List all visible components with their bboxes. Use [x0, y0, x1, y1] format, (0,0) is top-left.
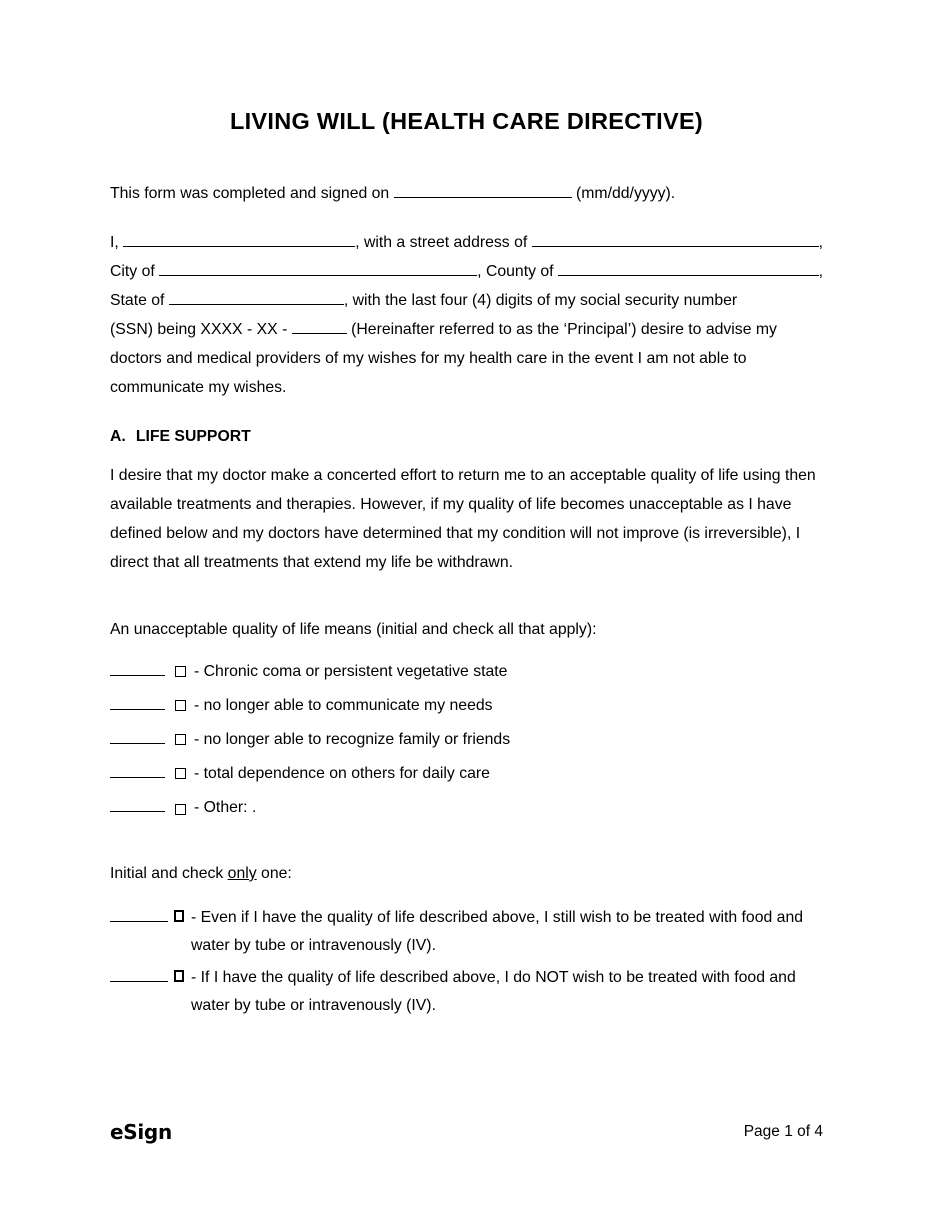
exclusive-item-wish-food-water [110, 904, 823, 960]
checklist-item-recognize-family [110, 730, 823, 750]
initials-field-communicate-needs[interactable] [110, 698, 165, 710]
intro-l2a: City of [110, 263, 160, 280]
intro-continuation [110, 315, 823, 402]
checklist-label: - total dependence on others for daily care [194, 765, 490, 782]
checkbox-other[interactable] [175, 804, 186, 815]
section-a-title: LIFE SUPPORT [135, 428, 251, 445]
quality-of-life-checklist [110, 662, 823, 818]
checklist-item-communicate-needs [110, 696, 823, 716]
checkbox-wish-food-water[interactable] [174, 910, 184, 922]
section-a-letter: A. [110, 428, 126, 445]
intro-l4b: (Hereinafter referred to as the ‘Principal’) desire to advise my doctors and medical providers of my wishes for my health care in the event I am not able to communicate my wishes. [110, 321, 777, 396]
section-a-heading [110, 427, 823, 447]
initial-only-one-instructions [110, 864, 823, 884]
exclusive-item-label: - If I have the quality of life described above, I do NOT wish to be treated with food and water by tube or intravenously (IV). [191, 969, 796, 1014]
initials-field-recognize-family[interactable] [110, 732, 165, 744]
page-number: Page 1 of 4 [743, 1123, 823, 1140]
date-signed-field[interactable] [394, 186, 572, 198]
checklist-instructions: An unacceptable quality of life means (initial and check all that apply): [110, 621, 597, 638]
checklist-label: - no longer able to recognize family or friends [194, 731, 511, 748]
date-completed-line [110, 184, 823, 204]
page-footer [110, 1120, 823, 1144]
checklist-item-chronic-coma [110, 662, 823, 682]
checklist-label: - no longer able to communicate my needs [194, 697, 493, 714]
checklist-item-other [110, 798, 823, 818]
checklist-item-total-dependence [110, 764, 823, 784]
initials-field-total-dependence[interactable] [110, 766, 165, 778]
city-field[interactable] [159, 264, 477, 276]
intro-l4a: (SSN) being XXXX - XX - [110, 321, 292, 338]
intro-l3b: , with the last four (4) digits of my social security number [343, 292, 738, 309]
intro-line-name-address [110, 228, 823, 257]
checkbox-communicate-needs[interactable] [175, 700, 186, 711]
initials-field-other[interactable] [110, 800, 165, 812]
principal-name-field[interactable] [123, 235, 355, 247]
checklist-label: - Chronic coma or persistent vegetative state [194, 663, 508, 680]
intro-l2b: , County of [477, 263, 558, 280]
intro-line-city-county [110, 257, 823, 286]
exclusive-item-not-wish-food-water [110, 964, 823, 1020]
exclusive-item-label: - Even if I have the quality of life described above, I still wish to be treated with food and water by tube or intravenously (IV). [191, 909, 804, 954]
intro-line-state-ssn [110, 286, 823, 315]
ssn-last4-field[interactable] [292, 322, 347, 334]
street-address-field[interactable] [532, 235, 819, 247]
intro-l1c: , [818, 234, 823, 251]
intro-l2c: , [818, 263, 823, 280]
date-line-prefix: This form was completed and signed on [110, 185, 394, 202]
state-field[interactable] [169, 293, 344, 305]
checkbox-chronic-coma[interactable] [175, 666, 186, 677]
intro-l3a: State of [110, 292, 169, 309]
other-suffix: . [251, 799, 257, 816]
page-title: LIVING WILL (HEALTH CARE DIRECTIVE) [229, 108, 704, 134]
initials-field-not-wish-food-water[interactable] [110, 970, 168, 982]
initials-field-chronic-coma[interactable] [110, 664, 165, 676]
initials-field-wish-food-water[interactable] [110, 910, 168, 922]
initial-intro-pre: Initial and check [110, 865, 228, 882]
intro-l1a: I, [110, 234, 124, 251]
checkbox-not-wish-food-water[interactable] [174, 970, 184, 982]
date-line-suffix: (mm/dd/yyyy). [571, 185, 676, 202]
checkbox-total-dependence[interactable] [175, 768, 186, 779]
initial-intro-only: only [227, 865, 257, 882]
checkbox-recognize-family[interactable] [175, 734, 186, 745]
life-support-paragraph: I desire that my doctor make a concerted effort to return me to an acceptable quality of life using then available treatments and therapies. However, if my quality of life becomes unacceptable as I have defined below and my doctors have determined that my condition will not improve (is irreversible), I direct that all treatments that extend my life be withdrawn. [110, 467, 816, 571]
other-label: - Other: [194, 799, 252, 816]
county-field[interactable] [558, 264, 819, 276]
intro-l1b: , with a street address of [355, 234, 532, 251]
initial-intro-post: one: [256, 865, 292, 882]
principal-intro-paragraph [110, 228, 823, 402]
esign-logo: eSign [110, 1120, 172, 1144]
